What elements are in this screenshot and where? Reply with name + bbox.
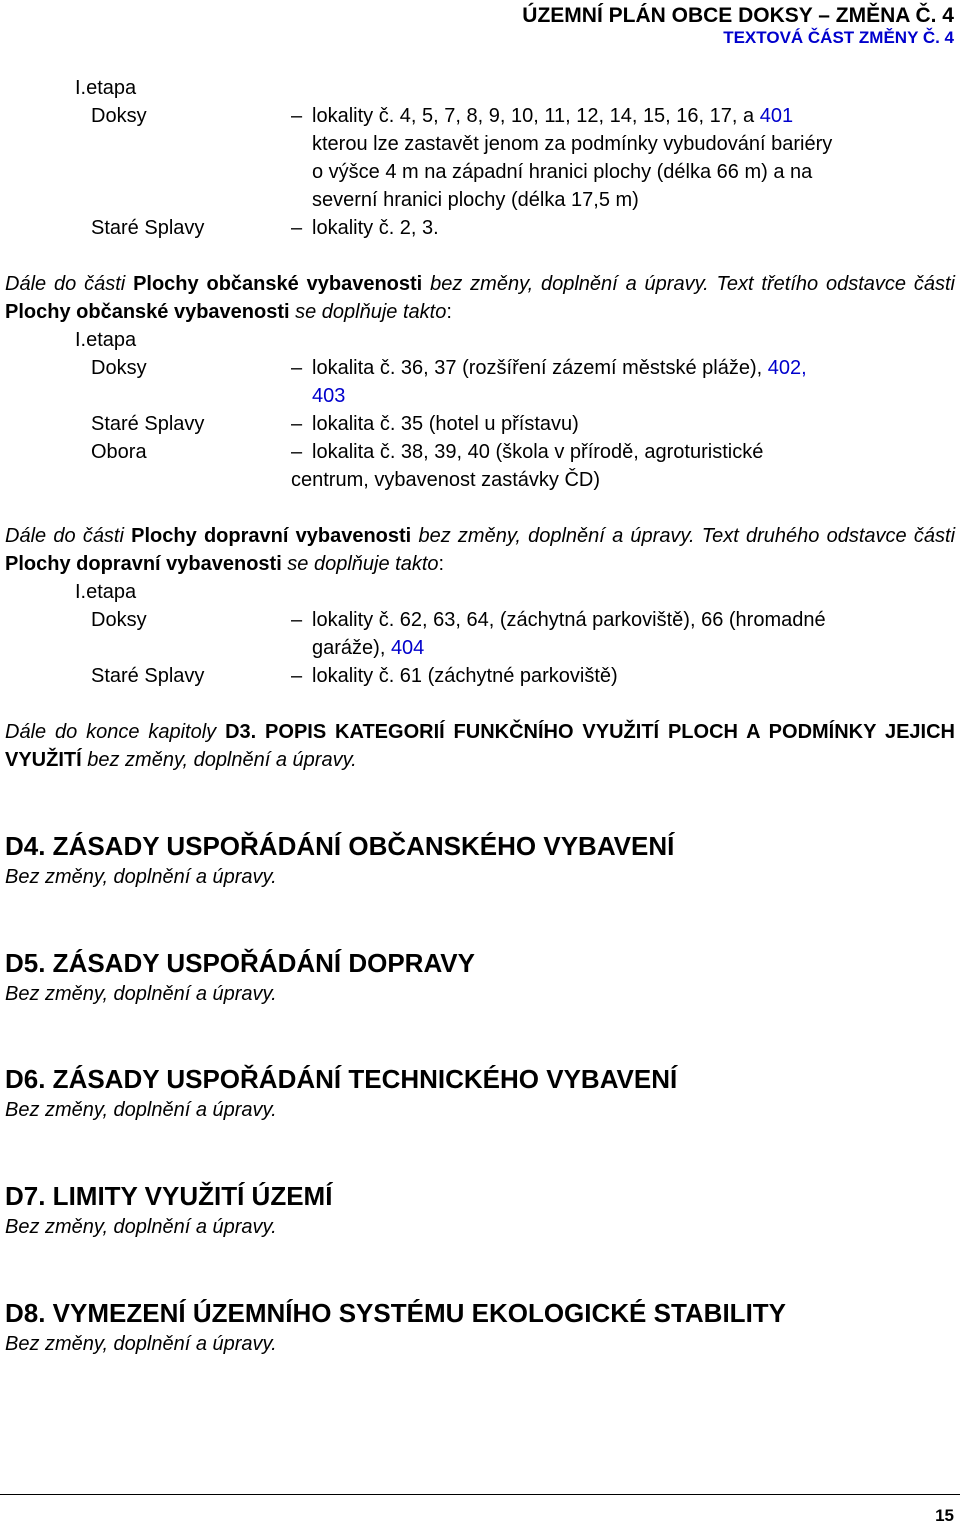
place-name: Staré Splavy [91,665,205,687]
section-text: Bez změny, doplnění a úpravy. [5,983,277,1005]
place-name: Doksy [91,357,147,379]
section-text: Bez změny, doplnění a úpravy. [5,866,277,888]
dash: – [291,609,303,631]
section-text: Bez změny, doplnění a úpravy. [5,1099,277,1121]
etapa-label: I.etapa [75,77,137,99]
section-d7 [5,1179,955,1241]
section-text: Bez změny, doplnění a úpravy. [5,1333,277,1355]
section-heading: D8. VYMEZENÍ ÚZEMNÍHO SYSTÉMU EKOLOGICKÉ STABILITY [5,1298,787,1328]
locality-description: lokality č. 4, 5, 7, 8, 9, 10, 11, 12, 14, 15, 16, 17, a 401 kterou lze zastavět jenom za podmínky vybudování bariéry o výšce 4 m na západní hranici plochy (délka 66 m) a na severní hranici plochy (délka 17,5 m) [312,105,833,211]
locality-description: lokalita č. 38, 39, 40 (škola v přírodě, agroturistické centrum, vybavenost zastávky ČD) [291,441,764,491]
section-text: Bez změny, doplnění a úpravy. [5,1216,277,1238]
place-name: Obora [91,441,147,463]
new-locality-number: 402, [767,357,807,379]
section-heading: D7. LIMITY VYUŽITÍ ÚZEMÍ [5,1181,333,1211]
new-locality-number: 403 [312,385,346,407]
dash: – [291,413,303,435]
locality-description: lokality č. 61 (záchytné parkoviště) [312,665,618,687]
dash: – [291,105,303,127]
document-header [522,4,954,48]
paragraph-dopravni: Dále do části Plochy dopravní vybavenosti bez změny, doplnění a úpravy. Text druhého odstavce části Plochy dopravní vybavenosti se doplňuje takto: [5,525,956,575]
locality-row-stare-splavy [5,410,955,438]
new-locality-number: 401 [759,105,794,127]
paragraph-d3: Dále do konce kapitoly D3. POPIS KATEGORIÍ FUNKČNÍHO VYUŽITÍ PLOCH A PODMÍNKY JEJICH VYUŽITÍ bez změny, doplnění a úpravy. [5,721,955,771]
place-name: Staré Splavy [91,217,205,239]
place-name: Doksy [91,105,147,127]
section-heading: D5. ZÁSADY USPOŘÁDÁNÍ DOPRAVY [5,948,475,978]
locality-description: lokality č. 62, 63, 64, (záchytná parkoviště), 66 (hromadné garáže), 404 [312,609,826,659]
section-d8 [5,1296,955,1358]
section-d5 [5,946,955,1008]
dash: – [291,441,303,463]
locality-row-doksy [5,606,955,662]
place-name: Staré Splavy [91,413,205,435]
page-number: 15 [935,1506,954,1525]
section-d6 [5,1062,955,1124]
locality-description: lokalita č. 36, 37 (rozšíření zázemí městské pláže), 402, 403 [312,357,807,407]
locality-row-obora [5,438,955,494]
locality-description: lokality č. 2, 3. [312,217,439,239]
etapa-label: I.etapa [75,329,137,351]
locality-row-stare-splavy [5,214,955,242]
dash: – [291,357,303,379]
section-d4 [5,829,955,891]
section-heading: D6. ZÁSADY USPOŘÁDÁNÍ TECHNICKÉHO VYBAVENÍ [5,1064,678,1094]
place-name: Doksy [91,609,147,631]
locality-description: lokalita č. 35 (hotel u přístavu) [312,413,579,435]
new-locality-number: 404 [390,637,425,659]
etapa-label: I.etapa [75,581,137,603]
dash: – [291,665,303,687]
document-subtitle: TEXTOVÁ ČÁST ZMĚNY Č. 4 [723,28,954,47]
footer-divider [0,1494,960,1495]
paragraph-obcanske: Dále do části Plochy občanské vybavenosti bez změny, doplnění a úpravy. Text třetího odstavce části Plochy občanské vybavenosti se doplňuje takto: [5,273,955,323]
locality-row-stare-splavy [5,662,955,690]
document-title: ÚZEMNÍ PLÁN OBCE DOKSY – ZMĚNA Č. 4 [522,4,954,27]
locality-row-doksy [5,102,955,214]
section-heading: D4. ZÁSADY USPOŘÁDÁNÍ OBČANSKÉHO VYBAVENÍ [5,831,675,861]
dash: – [291,217,303,239]
locality-row-doksy [5,354,955,410]
document-body [5,74,955,774]
